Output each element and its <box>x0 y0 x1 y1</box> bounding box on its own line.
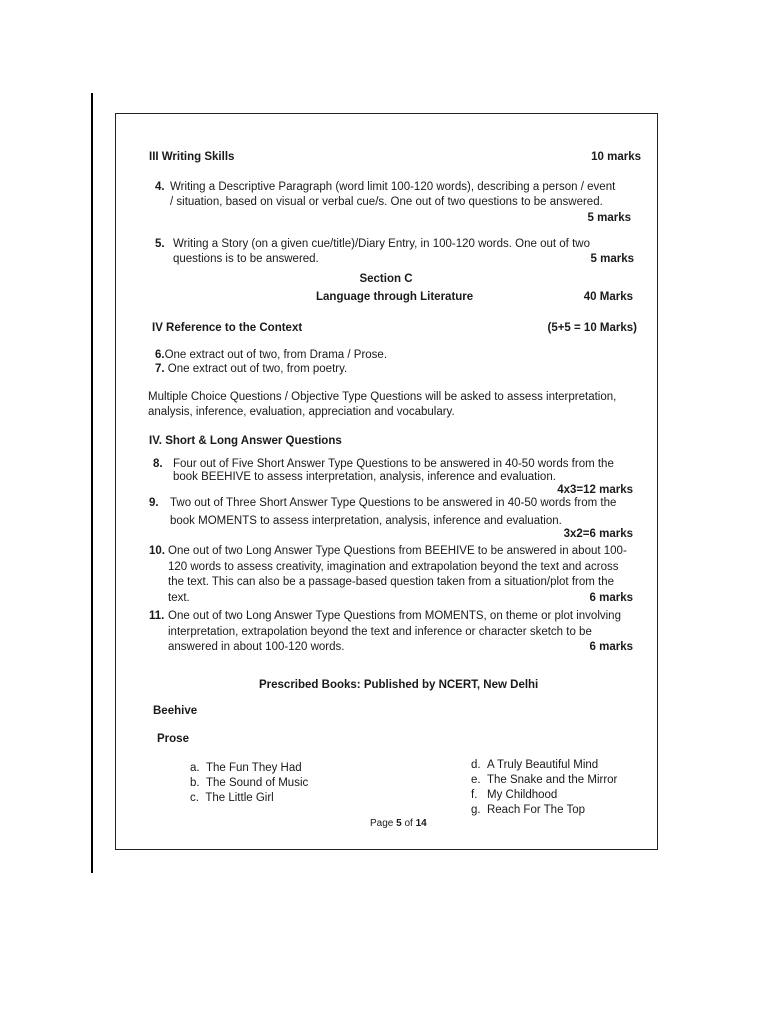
q8-line-2: book BEEHIVE to assess interpretation, analysis, inference and evaluation. <box>173 471 556 483</box>
list-letter: g. <box>471 804 481 816</box>
writing-skills-heading: III Writing Skills <box>149 151 235 163</box>
margin-rule <box>91 93 93 873</box>
list-item-left-1 <box>190 761 302 776</box>
short-long-heading: IV. Short & Long Answer Questions <box>149 435 342 447</box>
q8-number: 8. <box>153 458 163 470</box>
q5-line-1: Writing a Story (on a given cue/title)/Diary Entry, in 100-120 words. One out of two <box>173 238 590 250</box>
q4-line-2: / situation, based on visual or verbal cue/s. One out of two questions to be answered. <box>170 196 603 208</box>
list-letter: d. <box>471 759 481 771</box>
list-title: A Truly Beautiful Mind <box>486 759 599 771</box>
q8-marks: 4x3=12 marks <box>557 484 633 496</box>
list-item-right-1 <box>471 758 598 773</box>
q5-line-2: questions is to be answered. <box>173 253 319 265</box>
mcq-line-1: Multiple Choice Questions / Objective Type Questions will be asked to assess interpretation, <box>148 391 617 403</box>
q9-marks: 3x2=6 marks <box>563 528 633 540</box>
page-of: of <box>401 818 416 829</box>
list-title: Reach For The Top <box>486 804 586 816</box>
q11-line-1: One out of two Long Answer Type Questions from MOMENTS, on theme or plot involving <box>168 610 621 622</box>
q10-line-2: 120 words to assess creativity, imagination and extrapolation beyond the text and across <box>168 561 619 573</box>
section-c-marks: 40 Marks <box>583 291 633 303</box>
list-letter: f. <box>471 789 478 801</box>
list-item-left-3 <box>190 791 274 806</box>
book-title: Beehive <box>153 705 198 717</box>
q7-number: 7. <box>155 363 165 375</box>
q9-number: 9. <box>149 497 159 509</box>
q6-text: One extract out of two, from Drama / Prose. <box>164 349 388 361</box>
reference-marks: (5+5 = 10 Marks) <box>547 322 637 334</box>
q11-line-3: answered in about 100-120 words. <box>168 641 345 653</box>
list-item-right-4 <box>471 803 585 818</box>
list-item-right-3 <box>471 788 557 803</box>
prescribed-books-heading: Prescribed Books: Published by NCERT, New Delhi <box>259 679 539 691</box>
q10-marks: 6 marks <box>589 592 633 604</box>
section-c-subtitle: Language through Literature <box>316 291 474 303</box>
q8-line-1: Four out of Five Short Answer Type Questions to be answered in 40-50 words from the <box>173 458 614 470</box>
q10-number: 10. <box>149 545 165 557</box>
q5-number: 5. <box>155 238 165 250</box>
q10-line-3: the text. This can also be a passage-based question taken from a situation/plot from the <box>168 576 614 588</box>
q10-line-1: One out of two Long Answer Type Questions from BEEHIVE to be answered in about 100- <box>168 545 627 557</box>
book-category: Prose <box>157 733 189 745</box>
list-title: The Sound of Music <box>205 777 309 789</box>
q11-line-2: interpretation, extrapolation beyond the text and inference or character sketch to be <box>168 626 592 638</box>
list-letter: a. <box>190 762 200 774</box>
q11-number: 11. <box>149 610 165 622</box>
page-total: 14 <box>415 818 427 829</box>
q11-marks: 6 marks <box>589 641 633 653</box>
q5-marks: 5 marks <box>590 253 634 265</box>
list-letter: e. <box>471 774 481 786</box>
mcq-line-2: analysis, inference, evaluation, appreciation and vocabulary. <box>148 406 455 418</box>
list-title: The Snake and the Mirror <box>486 774 618 786</box>
q4-marks: 5 marks <box>587 212 631 224</box>
list-title: My Childhood <box>486 789 558 801</box>
list-title: The Fun They Had <box>205 762 302 774</box>
page-number <box>370 816 427 831</box>
q7-text: One extract out of two, from poetry. <box>167 363 348 375</box>
q4-line-1: Writing a Descriptive Paragraph (word limit 100-120 words), describing a person / event <box>170 181 616 193</box>
page-current: 5 <box>396 818 402 829</box>
q9-line-1: Two out of Three Short Answer Type Questions to be answered in 40-50 words from the <box>170 497 617 509</box>
list-letter: b. <box>190 777 200 789</box>
q6-number: 6. <box>155 349 165 361</box>
q4-number: 4. <box>155 181 165 193</box>
writing-skills-marks: 10 marks <box>591 151 641 163</box>
section-c-title: Section C <box>359 273 413 285</box>
q9-line-2: book MOMENTS to assess interpretation, analysis, inference and evaluation. <box>170 515 562 527</box>
reference-heading: IV Reference to the Context <box>152 322 303 334</box>
document-page <box>115 113 658 850</box>
list-title: The Little Girl <box>205 792 274 804</box>
page-prefix: Page <box>370 818 397 829</box>
list-item-right-2 <box>471 773 617 788</box>
list-letter: c. <box>190 792 199 804</box>
list-item-left-2 <box>190 776 308 791</box>
q10-line-4: text. <box>168 592 190 604</box>
